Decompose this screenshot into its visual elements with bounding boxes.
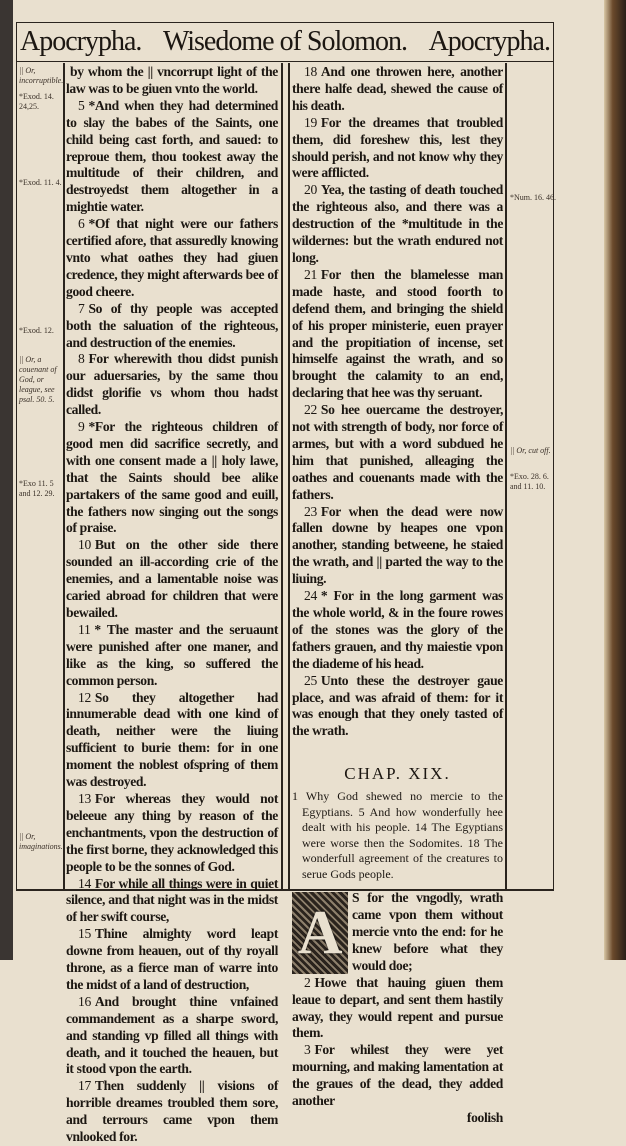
margin-note: *Exod. 12.: [19, 326, 54, 335]
verse: [292, 64, 503, 115]
verse-text: For whereas they would not beleeue any thing by reason of the enchantments, vpon the destruction of the first borne, they acknowledged this people to be the sonnes of God.: [66, 790, 278, 874]
chapter-summary: 1 Why God shewed no mercie to the Egyptians. 5 And how wonderfully hee dealt with his people. 14 The Egyptians were worse then the Sodomites. 18 The wonderfull agreement of the creatures to serue Gods people.: [292, 789, 503, 881]
verse-number: 7: [78, 300, 85, 316]
chapter-19-verses: [292, 975, 503, 1110]
verse: [292, 588, 503, 673]
verse-number: 14: [78, 875, 91, 891]
verse-text: by whom the || vncorrupt light of the law was to be giuen vnto the world.: [66, 64, 278, 96]
verse-number: 12: [78, 689, 91, 705]
chapter-heading: CHAP. XIX.: [344, 764, 451, 784]
margin-note: || Or, imaginations.: [19, 832, 63, 851]
verse-number: 20: [304, 182, 317, 198]
verse-number: 9: [78, 419, 85, 435]
verse-text: For whilest they were yet mourning, and making lamentation at the graues of the dead, they added another: [292, 1042, 503, 1109]
verse-number: 22: [304, 402, 317, 418]
verse: [66, 994, 278, 1079]
verse-number: 17: [78, 1078, 91, 1094]
verse-number: 24: [304, 588, 317, 604]
verse-text: * For in the long garment was the whole world, & in the foure rowes of the stones was the glory of the fathers grauen, and thy maiestie vpon the diademe of his head.: [292, 588, 503, 671]
margin-note: *Exod. 14. 24,25.: [19, 92, 54, 111]
verse-number: 11: [78, 621, 91, 637]
header-left: Apocrypha.: [20, 25, 142, 57]
verse: [292, 115, 503, 183]
verse-text: For when the dead were now fallen downe by heapes one vpon another, standing betweene, he staied the wrath, and || parted the way to the liuing.: [292, 503, 503, 587]
left-text-column: [66, 64, 278, 1146]
margin-note: *Num. 16. 46.: [510, 193, 556, 202]
initial-letter: A: [297, 898, 343, 967]
header-title: Wisedome of Solomon.: [162, 25, 408, 57]
verse: [292, 1042, 503, 1110]
verse-number: 19: [304, 114, 317, 130]
verse: [66, 419, 278, 537]
running-header: [16, 22, 554, 62]
verse-text: For while all things were in quiet silence, and that night was in the midst of her swift course,: [66, 875, 278, 925]
verse: [292, 402, 503, 503]
verse: [66, 1078, 278, 1146]
verse: [292, 975, 503, 1043]
verse-text: And one throwen here, another there halfe dead, shewed the cause of his death.: [292, 64, 503, 113]
verse: [292, 673, 503, 741]
verse-text: So they altogether had innumerable dead with one kind of death, neither were the liuing sufficient to burie them: for in one moment the noblest ofspring of them was destroyed.: [66, 689, 278, 790]
verse-text: Thine almighty word leapt downe from heauen, out of thy royall throne, as a fierce man of warre into the midst of a land of destruction,: [66, 926, 278, 992]
verse: [66, 64, 278, 98]
margin-note: *Exo. 28. 6. and 11. 10.: [510, 472, 549, 491]
verse-text: S for the vngodly, wrath came vpon them without mercie vnto the end: for he knew before what they would doe;: [352, 890, 503, 973]
verse-text: *And when they had determined to slay the babes of the Saints, one child being cast forth, and saued: to reproue them, thou tookest away the multitude of their children, and destroyedst them altogether in a mightie water.: [66, 97, 278, 215]
verse: [66, 791, 278, 876]
verse-number: 16: [78, 993, 91, 1009]
verse-number: 3: [304, 1042, 311, 1058]
chapter-18-continued: [292, 64, 503, 740]
right-text-column: [292, 64, 503, 1127]
header-right: Apocrypha.: [428, 25, 550, 57]
verse: [292, 182, 503, 267]
verse-text: So of thy people was accepted both the saluation of the righteous, and destruction of the enemies.: [66, 300, 278, 350]
margin-note: || Or, a couenant of God, or league, see psal. 50. 5.: [19, 355, 57, 404]
decorated-initial: [292, 892, 348, 974]
verse-number: 15: [78, 926, 91, 942]
margin-note: *Exod. 11. 4.: [19, 178, 62, 187]
verse: [66, 98, 278, 216]
verse-number: 8: [78, 351, 85, 367]
verse: [66, 351, 278, 419]
verse-text: *For the righteous children of good men did sacrifice secretly, and with one consent made a || holy lawe, that the Saints should bee alike partakers of the same good and euill, the fathers now singing out the songs of praise.: [66, 419, 278, 536]
verse-text: Yea, the tasting of death touched the righteous also, and there was a destruction of the *multitude in the wildernes: but the wrath endured not long.: [292, 182, 503, 265]
verse: [66, 216, 278, 301]
verse-text: Howe that hauing giuen them leaue to depart, and sent them hastily away, they would repent and pursue them.: [292, 974, 503, 1041]
verse-number: 13: [78, 790, 91, 806]
verse-number: 21: [304, 266, 317, 282]
verse-text: So hee ouercame the destroyer, not with strength of body, nor force of armes, but with a word subdued he him that punished, alleaging the oathes and couenants made with the fathers.: [292, 402, 503, 502]
verse-number: 2: [304, 974, 311, 990]
gutter-rule-left: [281, 63, 283, 889]
verse-number: 5: [78, 97, 85, 113]
right-margin-rule: [505, 63, 507, 889]
margin-note: *Exo 11. 5 and 12. 29.: [19, 479, 55, 498]
verse-text: Unto these the destroyer gaue place, and was afraid of them: for it was enough that they onely tasted of the wrath.: [292, 672, 503, 739]
verse: [292, 504, 503, 589]
margin-note: || Or, incorruptible.: [19, 66, 64, 85]
verse-text: Then suddenly || visions of horrible dreames troubled them sore, and terrours came vpon them vnlooked for.: [66, 1078, 278, 1145]
verse: [66, 537, 278, 622]
verse: [66, 926, 278, 994]
verse: [292, 267, 503, 402]
page-edge: [604, 0, 626, 960]
verse-number: 18: [304, 64, 317, 79]
verse-1: [292, 890, 503, 975]
verse-number: 25: [304, 672, 317, 688]
binding-edge: [0, 0, 13, 960]
verse: [66, 876, 278, 927]
verse-number: 10: [78, 537, 91, 553]
verse: [66, 622, 278, 690]
verse-text: For wherewith thou didst punish our aduersaries, by the same thou didst glorifie vs whom thou hadst called.: [66, 351, 278, 418]
gutter-rule-right: [288, 63, 290, 889]
verse-text: * The master and the seruaunt were punished after one maner, and like as the king, so suffered the common person.: [66, 621, 278, 688]
verse: [66, 690, 278, 791]
verse: [66, 301, 278, 352]
verse-text: For the dreames that troubled them, did foreshew this, lest they should perish, and not know why they were afflicted.: [292, 114, 503, 181]
catchword: foolish: [466, 1109, 503, 1125]
verse-number: 6: [78, 216, 85, 232]
verse-text: And brought thine vnfained commandement as a sharpe sword, and standing vp filled all things with death, and it touched the heauen, but it stood vpon the earth.: [66, 993, 278, 1077]
verse-text: *Of that night were our fathers certified afore, that assuredly knowing vnto what oathes they had giuen credence, they might afterwards bee of good cheere.: [66, 216, 278, 299]
margin-note: || Or, cut off.: [510, 446, 551, 455]
verse-text: But on the other side there sounded an ill-according crie of the enemies, and a lamentable noise was caried abroad for children that were bewailed.: [66, 537, 278, 620]
verse-number: 23: [304, 503, 317, 519]
verse-text: For then the blamelesse man made haste, and stood foorth to defend them, and bringing the shield of his proper ministerie, euen prayer and the propitiation of incense, set himselfe against the wrath, and so brought the calamity to an end, declaring that hee was thy seruant.: [292, 266, 503, 401]
